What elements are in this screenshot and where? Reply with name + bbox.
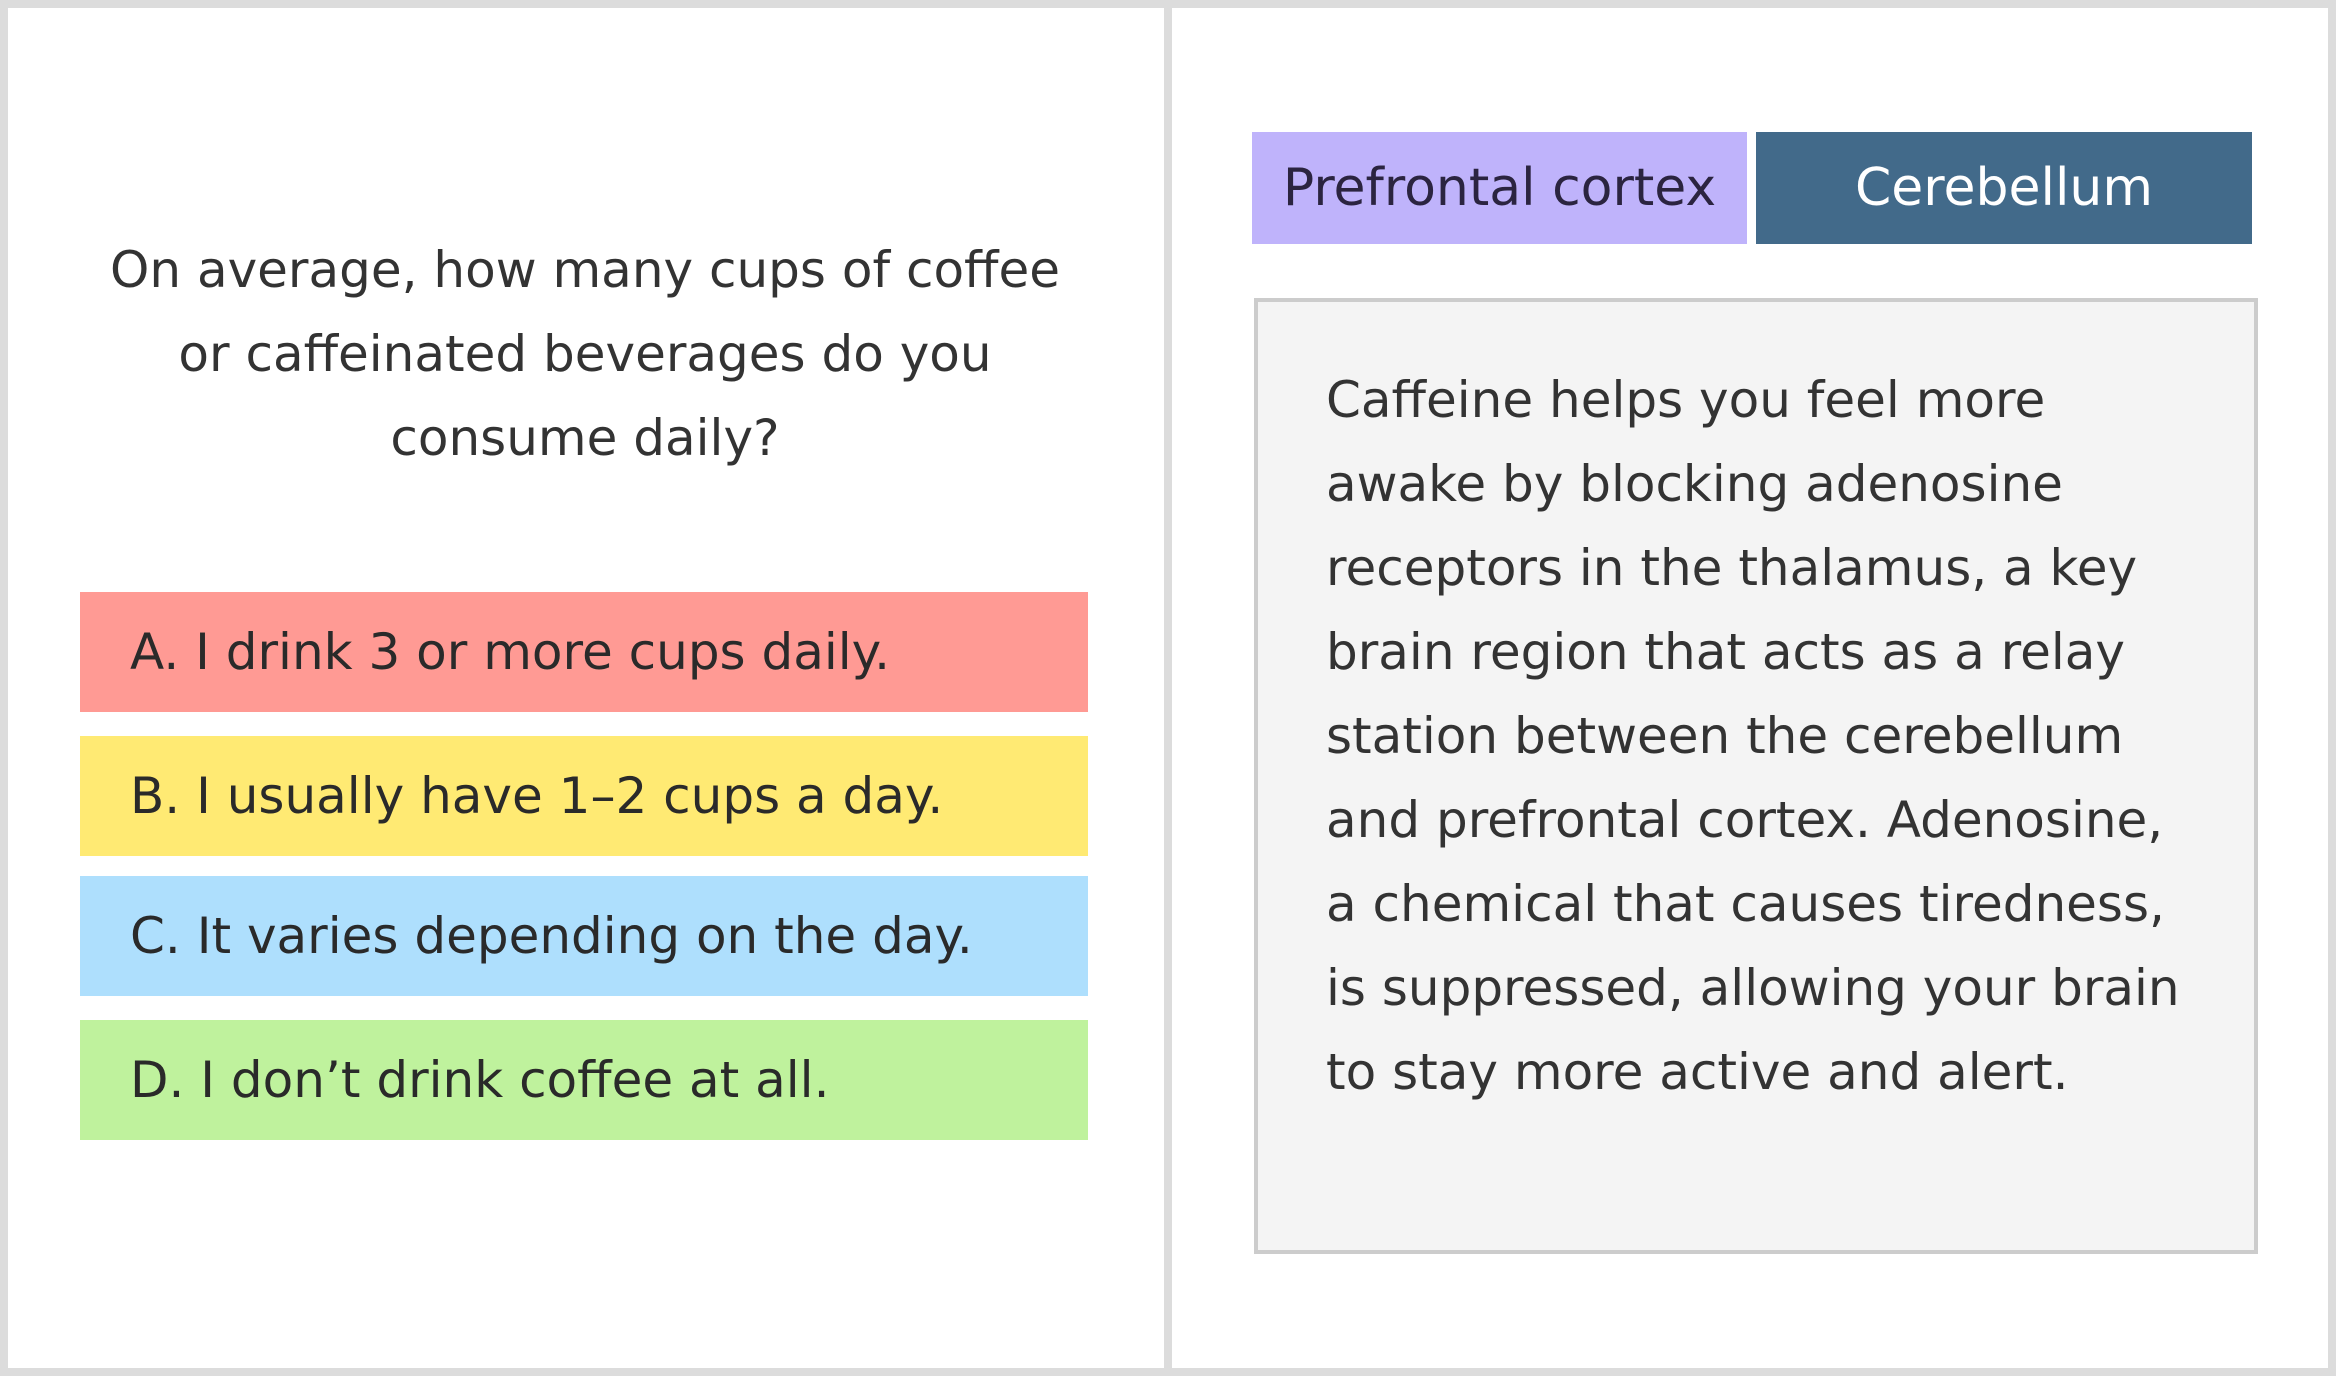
quiz-question: On average, how many cups of coffee or caffeinated beverages do you consume daily? (110, 241, 1060, 467)
panel-divider (1164, 0, 1172, 1376)
info-card (1254, 298, 2258, 1254)
answer-option-c[interactable]: C. It varies depending on the day. (80, 876, 1088, 996)
info-text: Caffeine helps you feel more awake by blocking adenosine receptors in the thalamus, a key brain region that acts as a relay station between the cerebellum and prefrontal cortex. Adenosine, a chemical that causes tiredness, is suppressed, allowing your brain to stay more active and alert. (1326, 371, 2180, 1101)
answer-option-b[interactable]: B. I usually have 1–2 cups a day. (80, 736, 1088, 856)
answer-option-a[interactable]: A. I drink 3 or more cups daily. (80, 592, 1088, 712)
answer-option-d[interactable]: D. I don’t drink coffee at all. (80, 1020, 1088, 1140)
tab-cerebellum[interactable]: Cerebellum (1756, 132, 2252, 244)
tab-prefrontal-cortex[interactable]: Prefrontal cortex (1252, 132, 1747, 244)
